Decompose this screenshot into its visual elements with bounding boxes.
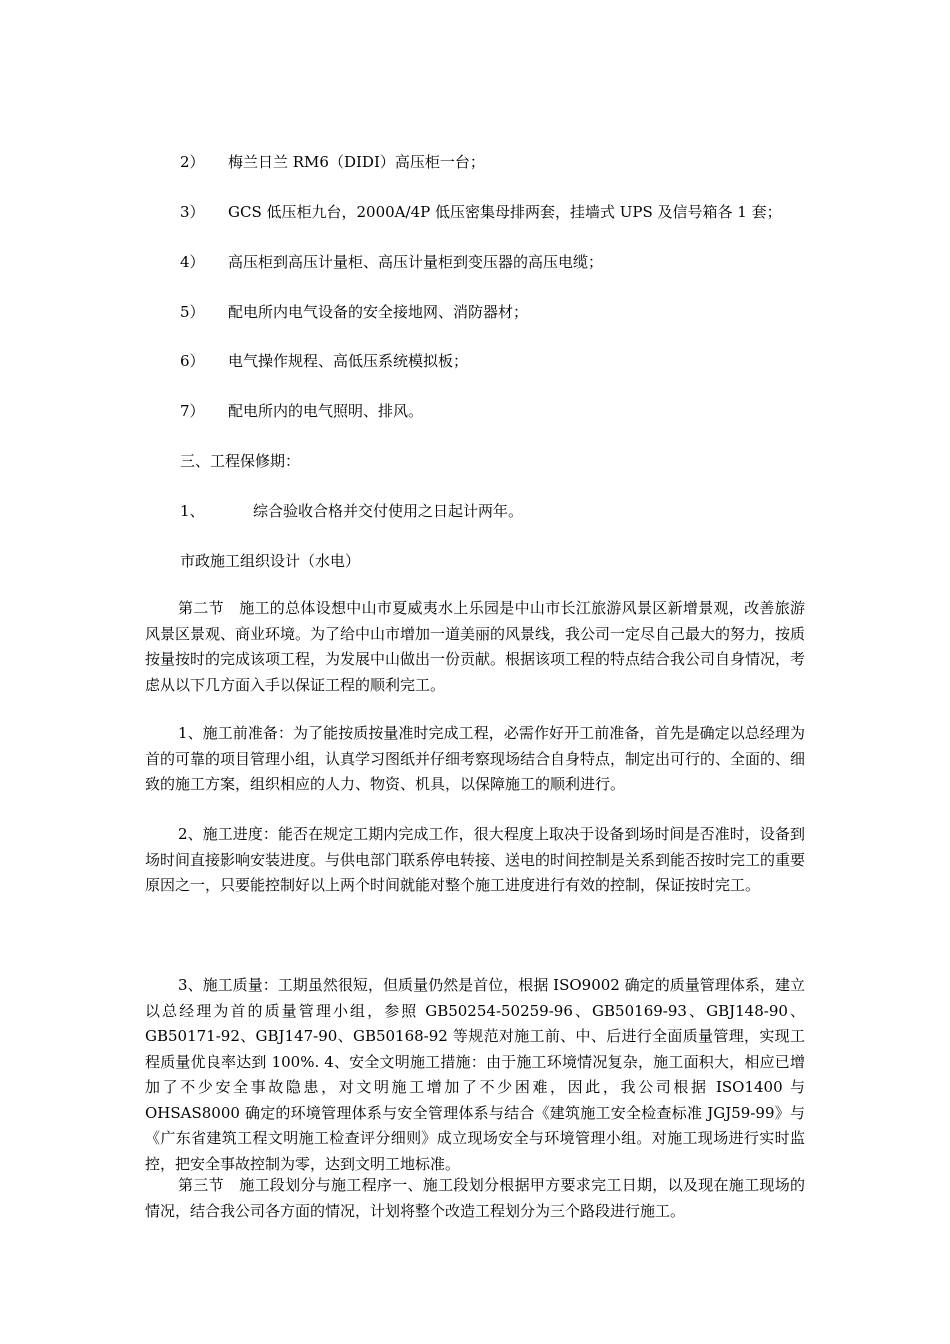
paragraph-quality-safety: 3、施工质量：工期虽然很短，但质量仍然是首位，根据 ISO9002 确定的质量管理体系，建立以总经理为首的质量管理小组，参照 GB50254-50259-96、GB50169-93、GBJ148-90、GB50171-92、GBJ147-90、GB50168-92 等规范对施工前、中、后进行全面质量管理，实现工程质量优良率达到 100%. 4、安全文明施工措施：由于施工环境情况复杂，施工面积大，相应已增加了不少安全事故隐患，对文明施工增加了不少困难，因此，我公司根据 ISO1400 与 OHSAS8000 确定的环境管理体系与安全管理体系与结合《建筑施工安全检查标准 JGJ59-99》与《广东省建筑工程文明施工检查评分细则》成立现场安全与环境管理小组。对施工现场进行实时监控，把安全事故控制为零，达到文明工地标准。 [145,976,805,1173]
paragraph-preparation: 1、施工前准备：为了能按质按量准时完成工程，必需作好开工前准备，首先是确定以总经理为首的可靠的项目管理小组，认真学习图纸并仔细考察现场结合自身特点，制定出可行的、全面的、细致的施工方案，组织相应的人力、物资、机具，以保障施工的顺利进行。 [145,724,806,793]
list-item-text: 配电所内电气设备的安全接地网、消防器材； [228,303,529,321]
list-item-text: 电气操作规程、高低压系统模拟板； [228,352,469,370]
warranty-item-text: 综合验收合格并交付使用之日起计两年。 [253,502,524,520]
list-item [180,302,528,322]
list-item-text: GCS 低压柜九台，2000A/4P 低压密集母排两套，挂墙式 UPS 及信号箱各 1 套； [228,203,782,221]
list-item-number: 7） [180,402,205,420]
document-title: 市政施工组织设计（水电） [180,552,361,570]
section-heading-warranty: 三、工程保修期： [180,452,301,470]
list-item [180,202,782,222]
list-item-number: 5） [180,303,205,321]
list-item [180,152,485,172]
list-item [180,252,603,272]
list-item-text: 高压柜到高压计量柜、高压计量柜到变压器的高压电缆； [228,253,604,271]
list-item-number: 3） [180,203,205,221]
warranty-item [180,501,523,521]
list-item [180,401,423,421]
list-item-number: 4） [180,253,205,271]
paragraph-section-3: 第三节 施工段划分与施工程序一、施工段划分根据甲方要求完工日期，以及现在施工现场的情况，结合我公司各方面的情况，计划将整个改造工程划分为三个路段进行施工。 [145,1176,805,1220]
paragraph-progress: 2、施工进度：能否在规定工期内完成工作，很大程度上取决于设备到场时间是否准时，设备到场时间直接影响安装进度。与供电部门联系停电转接、送电的时间控制是关系到能否按时完工的重要原因之一，只要能控制好以上两个时间就能对整个施工进度进行有效的控制，保证按时完工。 [145,825,806,894]
list-item-text: 梅兰日兰 RM6（DIDI）高压柜一台； [228,153,485,171]
list-item-number: 2） [180,153,205,171]
list-item [180,351,468,371]
list-item-number: 6） [180,352,205,370]
paragraph-section-2: 第二节 施工的总体设想中山市夏威夷水上乐园是中山市长江旅游风景区新增景观，改善旅游风景区景观、商业环境。为了给中山市增加一道美丽的风景线，我公司一定尽自己最大的努力，按质按量按时的完成该项工程，为发展中山做出一份贡献。根据该项工程的特点结合我公司自身情况，考虑从以下几方面入手以保证工程的顺利完工。 [145,599,806,694]
list-item-text: 配电所内的电气照明、排风。 [228,402,424,420]
warranty-item-number: 1、 [180,502,205,520]
